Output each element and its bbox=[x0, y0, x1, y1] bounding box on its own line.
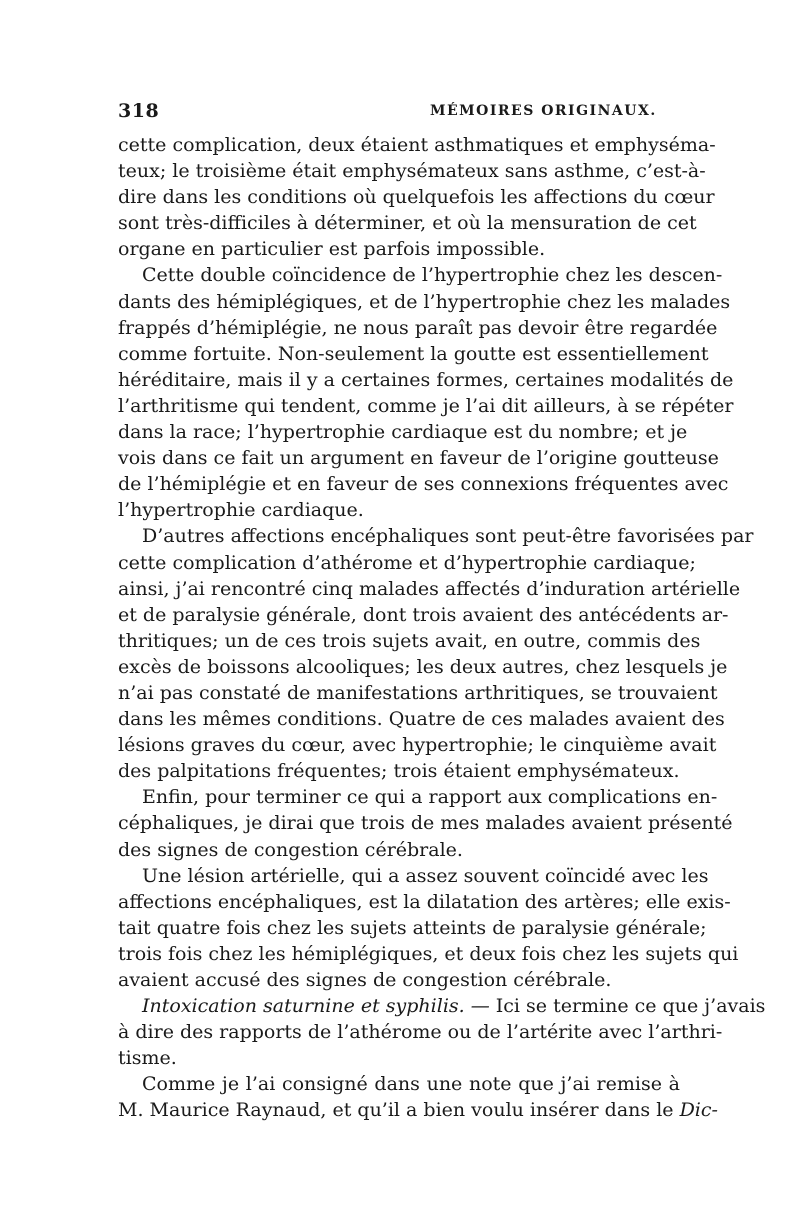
text-line: lésions graves du cœur, avec hypertrophie; le cinquième avait bbox=[118, 734, 717, 757]
text-line: dans la race; l’hypertrophie cardiaque est du nombre; et je bbox=[118, 421, 688, 444]
text-line: tisme. bbox=[118, 1047, 177, 1070]
text-line: vois dans ce fait un argument en faveur de l’origine goutteuse bbox=[118, 447, 719, 470]
italic-word: Dic- bbox=[679, 1099, 718, 1122]
text-line: Comme je l’ai consigné dans une note que j’ai remise à bbox=[142, 1073, 680, 1096]
text-line: frappés d’hémiplégie, ne nous paraît pas devoir être regardée bbox=[118, 316, 718, 339]
text-line: Enfin, pour terminer ce qui a rapport aux complications en- bbox=[142, 786, 718, 809]
text-line: comme fortuite. Non-seulement la goutte est essentiellement bbox=[118, 342, 709, 365]
body-text bbox=[118, 132, 766, 1124]
text-line: l’hypertrophie cardiaque. bbox=[118, 499, 364, 522]
running-title: MÉMOIRES ORIGINAUX. bbox=[430, 103, 657, 119]
text-line: tait quatre fois chez les sujets atteints de paralysie générale; bbox=[118, 916, 707, 939]
line-text: M. Maurice Raynaud, et qu’il a bien voulu insérer dans le bbox=[118, 1099, 674, 1122]
text-line: des palpitations fréquentes; trois étaient emphysémateux. bbox=[118, 760, 680, 783]
text-line: thritiques; un de ces trois sujets avait, en outre, commis des bbox=[118, 629, 701, 652]
text-line: à dire des rapports de l’athérome ou de l’artérite avec l’arthri- bbox=[118, 1021, 723, 1044]
text-line: l’arthritisme qui tendent, comme je l’ai dit ailleurs, à se répéter bbox=[118, 394, 734, 417]
text-line: des signes de congestion cérébrale. bbox=[118, 838, 463, 861]
section-heading-continuation: Ici se termine ce que j’avais bbox=[495, 995, 766, 1018]
text-line: avaient accusé des signes de congestion cérébrale. bbox=[118, 969, 612, 991]
text-line: dans les mêmes conditions. Quatre de ces malades avaient des bbox=[118, 708, 725, 731]
page-header bbox=[118, 100, 680, 124]
text-line: sont très-difficiles à déterminer, et où la mensuration de cet bbox=[118, 212, 697, 235]
text-line: héréditaire, mais il y a certaines formes, certaines modalités de bbox=[118, 368, 734, 391]
text-line: Cette double coïncidence de l’hypertrophie chez les descen- bbox=[142, 264, 723, 287]
text-line: cette complication, deux étaient asthmatiques et emphyséma- bbox=[118, 134, 716, 156]
text-line: trois fois chez les hémiplégiques, et deux fois chez les sujets qui bbox=[118, 942, 739, 965]
text-line: de l’hémiplégie et en faveur de ses connexions fréquentes avec bbox=[118, 473, 729, 496]
text-line: dants des hémiplégiques, et de l’hypertrophie chez les malades bbox=[118, 290, 731, 313]
text-line: D’autres affections encéphaliques sont peut-être favorisées par bbox=[142, 525, 754, 548]
text-line: céphaliques, je dirai que trois de mes malades avaient présenté bbox=[118, 812, 733, 835]
text-line: ainsi, j’ai rencontré cinq malades affectés d’induration artérielle bbox=[118, 577, 741, 600]
text-line bbox=[118, 993, 766, 1019]
text-line: organe en particulier est parfois impossible. bbox=[118, 238, 546, 261]
text-line: Une lésion artérielle, qui a assez souvent coïncidé avec les bbox=[142, 864, 709, 887]
text-line: cette complication d’athérome et d’hypertrophie cardiaque; bbox=[118, 551, 696, 574]
text-line: teux; le troisième était emphysémateux sans asthme, c’est-à- bbox=[118, 160, 706, 183]
text-line bbox=[118, 1097, 718, 1123]
text-line: affections encéphaliques, est la dilatation des artères; elle exis- bbox=[118, 890, 731, 913]
section-heading: Intoxication saturnine et syphilis. — bbox=[142, 995, 490, 1018]
text-line: dire dans les conditions où quelquefois les affections du cœur bbox=[118, 186, 715, 209]
text-line: excès de boissons alcooliques; les deux autres, chez lesquels je bbox=[118, 655, 728, 678]
text-line: n’ai pas constaté de manifestations arthritiques, se trouvaient bbox=[118, 681, 718, 704]
page-number: 318 bbox=[118, 100, 160, 122]
text-line: et de paralysie générale, dont trois avaient des antécédents ar- bbox=[118, 603, 729, 626]
